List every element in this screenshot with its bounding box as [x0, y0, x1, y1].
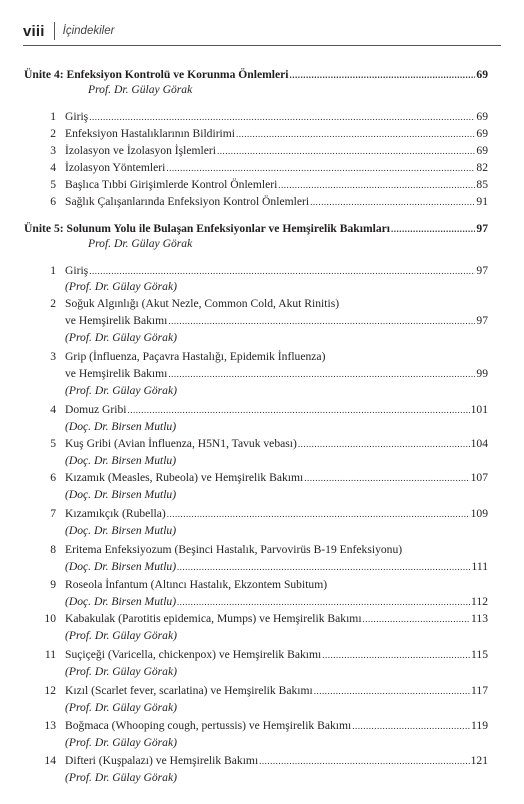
- toc-item: [0, 684, 524, 698]
- item-author: [0, 629, 524, 643]
- toc-entry-title: Ünite 4: Enfeksiyon Kontrolü ve Korunma Önlemleri: [24, 68, 289, 81]
- toc-line: [65, 524, 488, 538]
- toc-entry-title: İzolasyon ve İzolasyon İşlemleri: [65, 144, 216, 157]
- toc-line: [65, 384, 488, 398]
- item-number: 13: [44, 719, 56, 732]
- author-name: (Doç. Dr. Birsen Mutlu): [65, 560, 177, 573]
- toc-item: [0, 144, 524, 158]
- toc-entry-title: Kızıl (Scarlet fever, scarlatina) ve Hemşirelik Bakımı: [65, 684, 313, 697]
- item-number: 7: [50, 507, 56, 520]
- toc-entry-title: Ünite 5: Solunum Yolu ile Bulaşan Enfeksiyonlar ve Hemşirelik Bakımları: [24, 222, 391, 235]
- item-number: 2: [50, 297, 56, 310]
- author-name: Prof. Dr. Gülay Görak: [88, 83, 193, 96]
- toc-line: [65, 144, 488, 158]
- dot-leader: [352, 719, 470, 733]
- toc-page-number: 112: [471, 595, 488, 608]
- toc-line: [65, 629, 488, 643]
- dot-leader: [298, 437, 470, 451]
- item-author: [0, 701, 524, 715]
- item-author: [0, 736, 524, 750]
- dot-leader: [304, 471, 469, 485]
- toc-page-number: 111: [471, 560, 488, 573]
- toc-line: [65, 701, 488, 715]
- toc-entry-title: Giriş: [65, 264, 89, 277]
- item-number: 9: [50, 578, 56, 591]
- toc-page-number: 97: [476, 264, 488, 277]
- toc-line: [65, 297, 488, 311]
- toc-item-continuation: [0, 367, 524, 381]
- dot-leader: [363, 612, 470, 626]
- toc-item: [0, 110, 524, 124]
- dot-leader: [278, 178, 475, 192]
- toc-item: [0, 648, 524, 662]
- author-name: (Doç. Dr. Birsen Mutlu): [65, 524, 177, 537]
- item-author: [0, 280, 524, 294]
- toc-page-number: 121: [470, 754, 488, 767]
- author-name: (Prof. Dr. Gülay Görak): [65, 771, 177, 784]
- author-name: (Prof. Dr. Gülay Görak): [65, 665, 177, 678]
- toc-entry-title: Domuz Gribi: [65, 403, 127, 416]
- toc-line: [65, 403, 488, 417]
- toc-line: [65, 127, 488, 141]
- toc-entry-title: Difteri (Kuşpalazı) ve Hemşirelik Bakımı: [65, 754, 259, 767]
- dot-leader: [89, 110, 475, 124]
- toc-line: [65, 110, 488, 124]
- item-number: 10: [44, 612, 56, 625]
- toc-entry-title: ve Hemşirelik Bakımı: [65, 367, 168, 380]
- toc-line: [65, 314, 488, 328]
- toc-line: [65, 684, 488, 698]
- toc-line: [65, 507, 488, 521]
- dot-leader: [168, 367, 475, 381]
- toc-item: [0, 403, 524, 417]
- toc-entry-title: Boğmaca (Whooping cough, pertussis) ve Hemşirelik Bakımı: [65, 719, 352, 732]
- dot-leader: [128, 403, 470, 417]
- toc-line: [65, 331, 488, 345]
- toc-entry-title: Suçiçeği (Varicella, chickenpox) ve Hemşirelik Bakımı: [65, 648, 322, 661]
- toc-page-number: 99: [476, 367, 488, 380]
- item-author: [0, 420, 524, 434]
- toc-line: [65, 367, 488, 381]
- toc-page-number: 104: [470, 437, 488, 450]
- author-name: (Doç. Dr. Birsen Mutlu): [65, 454, 177, 467]
- item-number: 1: [50, 264, 56, 277]
- toc-page-number: 97: [476, 222, 488, 235]
- toc-line: [88, 237, 488, 251]
- toc-line: [65, 665, 488, 679]
- item-number: 14: [44, 754, 56, 767]
- dot-leader: [177, 595, 470, 609]
- dot-leader: [391, 222, 475, 236]
- toc-line: [65, 454, 488, 468]
- author-name: (Prof. Dr. Gülay Görak): [65, 384, 177, 397]
- toc-entry-title: Eritema Enfeksiyozum (Beşinci Hastalık, Parvovirüs B-19 Enfeksiyonu): [65, 543, 403, 556]
- page-number: viii: [23, 22, 45, 40]
- toc-line: [65, 595, 488, 609]
- toc-item: [0, 178, 524, 192]
- toc-item: [0, 754, 524, 768]
- toc-item: [0, 195, 524, 209]
- toc-entry-title: Giriş: [65, 110, 89, 123]
- item-number: 5: [50, 437, 56, 450]
- toc-item: [0, 350, 524, 364]
- item-author: [0, 560, 524, 574]
- item-author: [0, 771, 524, 785]
- item-author: [0, 524, 524, 538]
- toc-line: [65, 771, 488, 785]
- unit-author: [0, 83, 524, 97]
- toc-item: [0, 578, 524, 592]
- item-number: 4: [50, 161, 56, 174]
- author-name: (Doç. Dr. Birsen Mutlu): [65, 488, 177, 501]
- toc-item: [0, 264, 524, 278]
- toc-line: [65, 612, 488, 626]
- toc-line: [24, 68, 488, 82]
- dot-leader: [168, 314, 475, 328]
- item-number: 12: [44, 684, 56, 697]
- toc-entry-title: Başlıca Tıbbi Girişimlerde Kontrol Önlemleri: [65, 178, 278, 191]
- item-author: [0, 595, 524, 609]
- author-name: (Prof. Dr. Gülay Görak): [65, 331, 177, 344]
- toc-entry-title: Roseola İnfantum (Altıncı Hastalık, Ekzontem Subitum): [65, 578, 328, 591]
- toc-page-number: 119: [471, 719, 488, 732]
- toc-item: [0, 437, 524, 451]
- item-number: 2: [50, 127, 56, 140]
- toc-item: [0, 543, 524, 557]
- unit-heading: [0, 222, 524, 236]
- toc-entry-title: Grip (İnfluenza, Paçavra Hastalığı, Epidemik İnfluenza): [65, 350, 326, 363]
- item-number: 4: [50, 403, 56, 416]
- toc-page-number: 101: [470, 403, 488, 416]
- author-name: Prof. Dr. Gülay Görak: [88, 237, 193, 250]
- item-author: [0, 331, 524, 345]
- toc-item: [0, 297, 524, 311]
- toc-entry-title: Kabakulak (Parotitis epidemica, Mumps) ve Hemşirelik Bakımı: [65, 612, 362, 625]
- toc-page-number: 69: [476, 110, 488, 123]
- toc-line: [65, 648, 488, 662]
- toc-page-number: 97: [476, 314, 488, 327]
- toc-item: [0, 507, 524, 521]
- item-author: [0, 665, 524, 679]
- toc-entry-title: Kuş Gribi (Avian İnfluenza, H5N1, Tavuk vebası): [65, 437, 297, 450]
- toc-page-number: 117: [471, 684, 488, 697]
- toc-line: [65, 420, 488, 434]
- toc-line: [65, 264, 488, 278]
- toc-line: [65, 719, 488, 733]
- dot-leader: [259, 754, 469, 768]
- dot-leader: [290, 68, 476, 82]
- toc-item: [0, 612, 524, 626]
- toc-entry-title: Kızamıkçık (Rubella): [65, 507, 166, 520]
- author-name: (Doç. Dr. Birsen Mutlu): [65, 420, 177, 433]
- dot-leader: [177, 560, 470, 574]
- author-name: (Doç. Dr. Birsen Mutlu): [65, 595, 177, 608]
- toc-page-number: 85: [476, 178, 488, 191]
- toc-line: [24, 222, 488, 236]
- toc-item: [0, 127, 524, 141]
- toc-item-continuation: [0, 314, 524, 328]
- toc-page-number: 109: [470, 507, 488, 520]
- item-number: 5: [50, 178, 56, 191]
- toc-entry-title: ve Hemşirelik Bakımı: [65, 314, 168, 327]
- author-name: (Prof. Dr. Gülay Görak): [65, 280, 177, 293]
- toc-entry-title: Kızamık (Measles, Rubeola) ve Hemşirelik Bakımı: [65, 471, 304, 484]
- toc-line: [65, 578, 488, 592]
- toc-line: [65, 437, 488, 451]
- item-author: [0, 488, 524, 502]
- item-author: [0, 454, 524, 468]
- item-number: 6: [50, 471, 56, 484]
- toc-entry-title: Soğuk Algınlığı (Akut Nezle, Common Cold, Akut Rinitis): [65, 297, 340, 310]
- toc-line: [65, 736, 488, 750]
- item-author: [0, 384, 524, 398]
- author-name: (Prof. Dr. Gülay Görak): [65, 701, 177, 714]
- toc-line: [65, 488, 488, 502]
- toc-page-number: 91: [476, 195, 488, 208]
- item-number: 6: [50, 195, 56, 208]
- unit-heading: [0, 68, 524, 82]
- toc-page-number: 107: [470, 471, 488, 484]
- item-number: 3: [50, 144, 56, 157]
- toc-line: [65, 754, 488, 768]
- toc-line: [88, 83, 488, 97]
- toc-page-number: 115: [471, 648, 488, 661]
- item-number: 3: [50, 350, 56, 363]
- item-number: 8: [50, 543, 56, 556]
- author-name: (Prof. Dr. Gülay Görak): [65, 629, 177, 642]
- dot-leader: [322, 648, 470, 662]
- author-name: (Prof. Dr. Gülay Görak): [65, 736, 177, 749]
- toc-page-number: 69: [476, 144, 488, 157]
- toc-page-number: 69: [476, 68, 488, 81]
- toc-line: [65, 350, 488, 364]
- toc-entry-title: Enfeksiyon Hastalıklarının Bildirimi: [65, 127, 236, 140]
- toc-item: [0, 719, 524, 733]
- toc-line: [65, 161, 488, 175]
- toc-line: [65, 195, 488, 209]
- toc-line: [65, 471, 488, 485]
- dot-leader: [217, 144, 475, 158]
- dot-leader: [167, 507, 470, 521]
- item-number: 11: [44, 648, 56, 661]
- toc-line: [65, 280, 488, 294]
- toc-line: [65, 178, 488, 192]
- item-number: 1: [50, 110, 56, 123]
- dot-leader: [166, 161, 475, 175]
- dot-leader: [89, 264, 475, 278]
- toc-entry-title: İzolasyon Yöntemleri: [65, 161, 166, 174]
- unit-author: [0, 237, 524, 251]
- toc-page-number: 82: [476, 161, 488, 174]
- toc-page-number: 113: [471, 612, 488, 625]
- toc-line: [65, 560, 488, 574]
- toc-entry-title: Sağlık Çalışanlarında Enfeksiyon Kontrol Önlemleri: [65, 195, 310, 208]
- toc-page-number: 69: [476, 127, 488, 140]
- dot-leader: [236, 127, 475, 141]
- dot-leader: [314, 684, 470, 698]
- toc-item: [0, 471, 524, 485]
- dot-leader: [310, 195, 475, 209]
- running-title: İçindekiler: [62, 25, 115, 37]
- toc-line: [65, 543, 488, 557]
- toc-item: [0, 161, 524, 175]
